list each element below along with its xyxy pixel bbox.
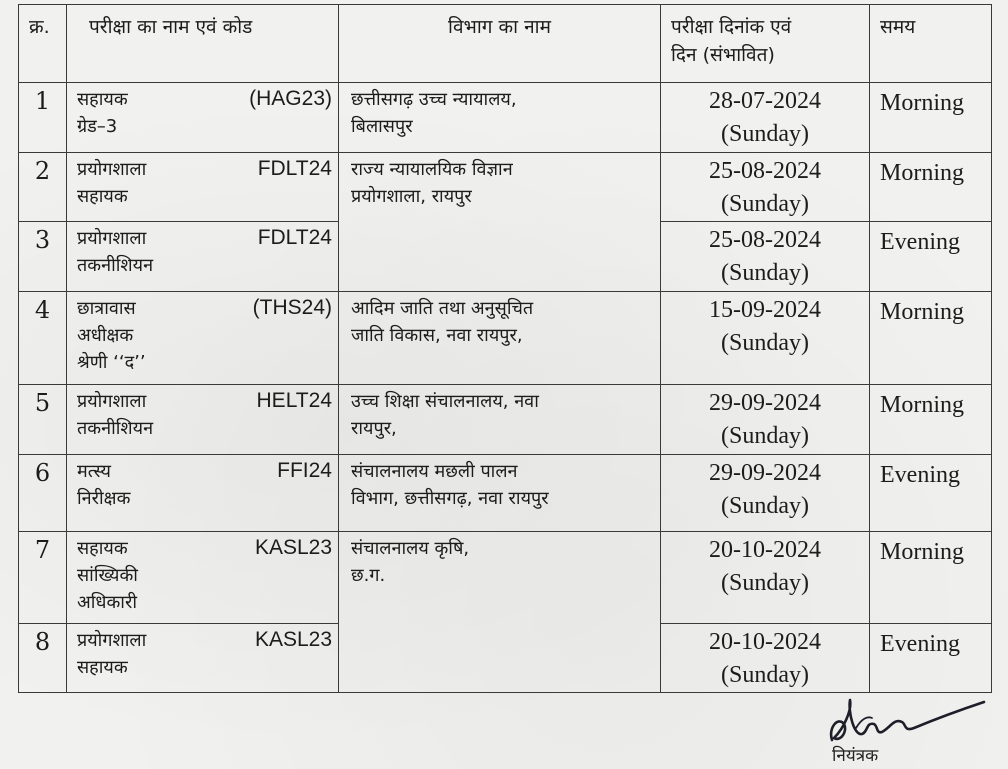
table-row [19,292,992,385]
department-name: छत्तीसगढ़ उच्च न्यायालय, बिलासपुर [339,83,661,153]
exam-name-cell [67,153,339,222]
exam-name: मत्स्य निरीक्षक [77,461,131,509]
exam-code: KASL23 [254,628,332,651]
exam-name: सहायक सांख्यिकी अधिकारी [77,538,138,613]
exam-time: Evening [870,455,992,532]
serial-number: 8 [19,624,67,693]
serial-number: 4 [19,292,67,385]
serial-number: 6 [19,455,67,532]
exam-code: (HAG23) [249,87,332,110]
exam-name-cell [67,455,339,532]
exam-name: प्रयोगशाला तकनीशियन [77,228,154,276]
exam-name: प्रयोगशाला तकनीशियन [77,391,154,439]
table-row [19,455,992,532]
exam-date: 29-09-2024 (Sunday) [661,455,870,532]
exam-name-cell [67,385,339,455]
department-name: संचालनालय कृषि, छ.ग. [339,532,661,693]
serial-number: 5 [19,385,67,455]
department-name: संचालनालय मछली पालन विभाग, छत्तीसगढ़, नवा रायपुर [339,455,661,532]
exam-code: FDLT24 [257,226,332,249]
exam-date: 28-07-2024 (Sunday) [661,83,870,153]
department-name: राज्य न्यायालयिक विज्ञान प्रयोगशाला, रायपुर [339,153,661,292]
exam-date: 29-09-2024 (Sunday) [661,385,870,455]
table-row [19,153,992,222]
exam-code: FFI24 [277,459,332,482]
exam-date: 25-08-2024 (Sunday) [661,222,870,292]
table-row [19,532,992,624]
exam-name-cell [67,83,339,153]
header-time: समय [870,5,992,83]
department-name: उच्च शिक्षा संचालनालय, नवा रायपुर, [339,385,661,455]
serial-number: 2 [19,153,67,222]
exam-name-cell [67,532,339,624]
exam-code: KASL23 [254,536,332,559]
serial-number: 1 [19,83,67,153]
header-exam-date: परीक्षा दिनांक एवं दिन (संभावित) [661,5,870,83]
exam-time: Morning [870,292,992,385]
exam-time: Evening [870,222,992,292]
header-serial-number: क्र. [19,5,67,83]
department-name: आदिम जाति तथा अनुसूचित जाति विकास, नवा रायपुर, [339,292,661,385]
header-exam-name-code: परीक्षा का नाम एवं कोड [67,5,339,83]
signature-mark [818,688,988,748]
header-department: विभाग का नाम [339,5,661,83]
exam-date: 20-10-2024 (Sunday) [661,532,870,624]
exam-time: Morning [870,83,992,153]
exam-name-cell [67,222,339,292]
table-header-row [19,5,992,83]
serial-number: 7 [19,532,67,624]
exam-date: 15-09-2024 (Sunday) [661,292,870,385]
exam-name: प्रयोगशाला सहायक [77,630,147,678]
exam-time: Morning [870,385,992,455]
controller-designation: नियंत्रक [832,746,879,766]
exam-name: छात्रावास अधीक्षक श्रेणी ‘‘द’’ [77,298,146,373]
serial-number: 3 [19,222,67,292]
exam-schedule-table [18,4,992,693]
exam-date: 25-08-2024 (Sunday) [661,153,870,222]
exam-name-cell [67,292,339,385]
exam-time: Morning [870,153,992,222]
exam-code: (THS24) [252,296,332,319]
exam-time: Morning [870,532,992,624]
exam-date: 20-10-2024 (Sunday) [661,624,870,693]
exam-name-cell [67,624,339,693]
exam-code: FDLT24 [257,157,332,180]
table-row [19,83,992,153]
exam-code: HELT24 [256,389,332,412]
exam-name: सहायक ग्रेड–3 [77,89,128,137]
exam-time: Evening [870,624,992,693]
exam-name: प्रयोगशाला सहायक [77,159,147,207]
table-row [19,385,992,455]
